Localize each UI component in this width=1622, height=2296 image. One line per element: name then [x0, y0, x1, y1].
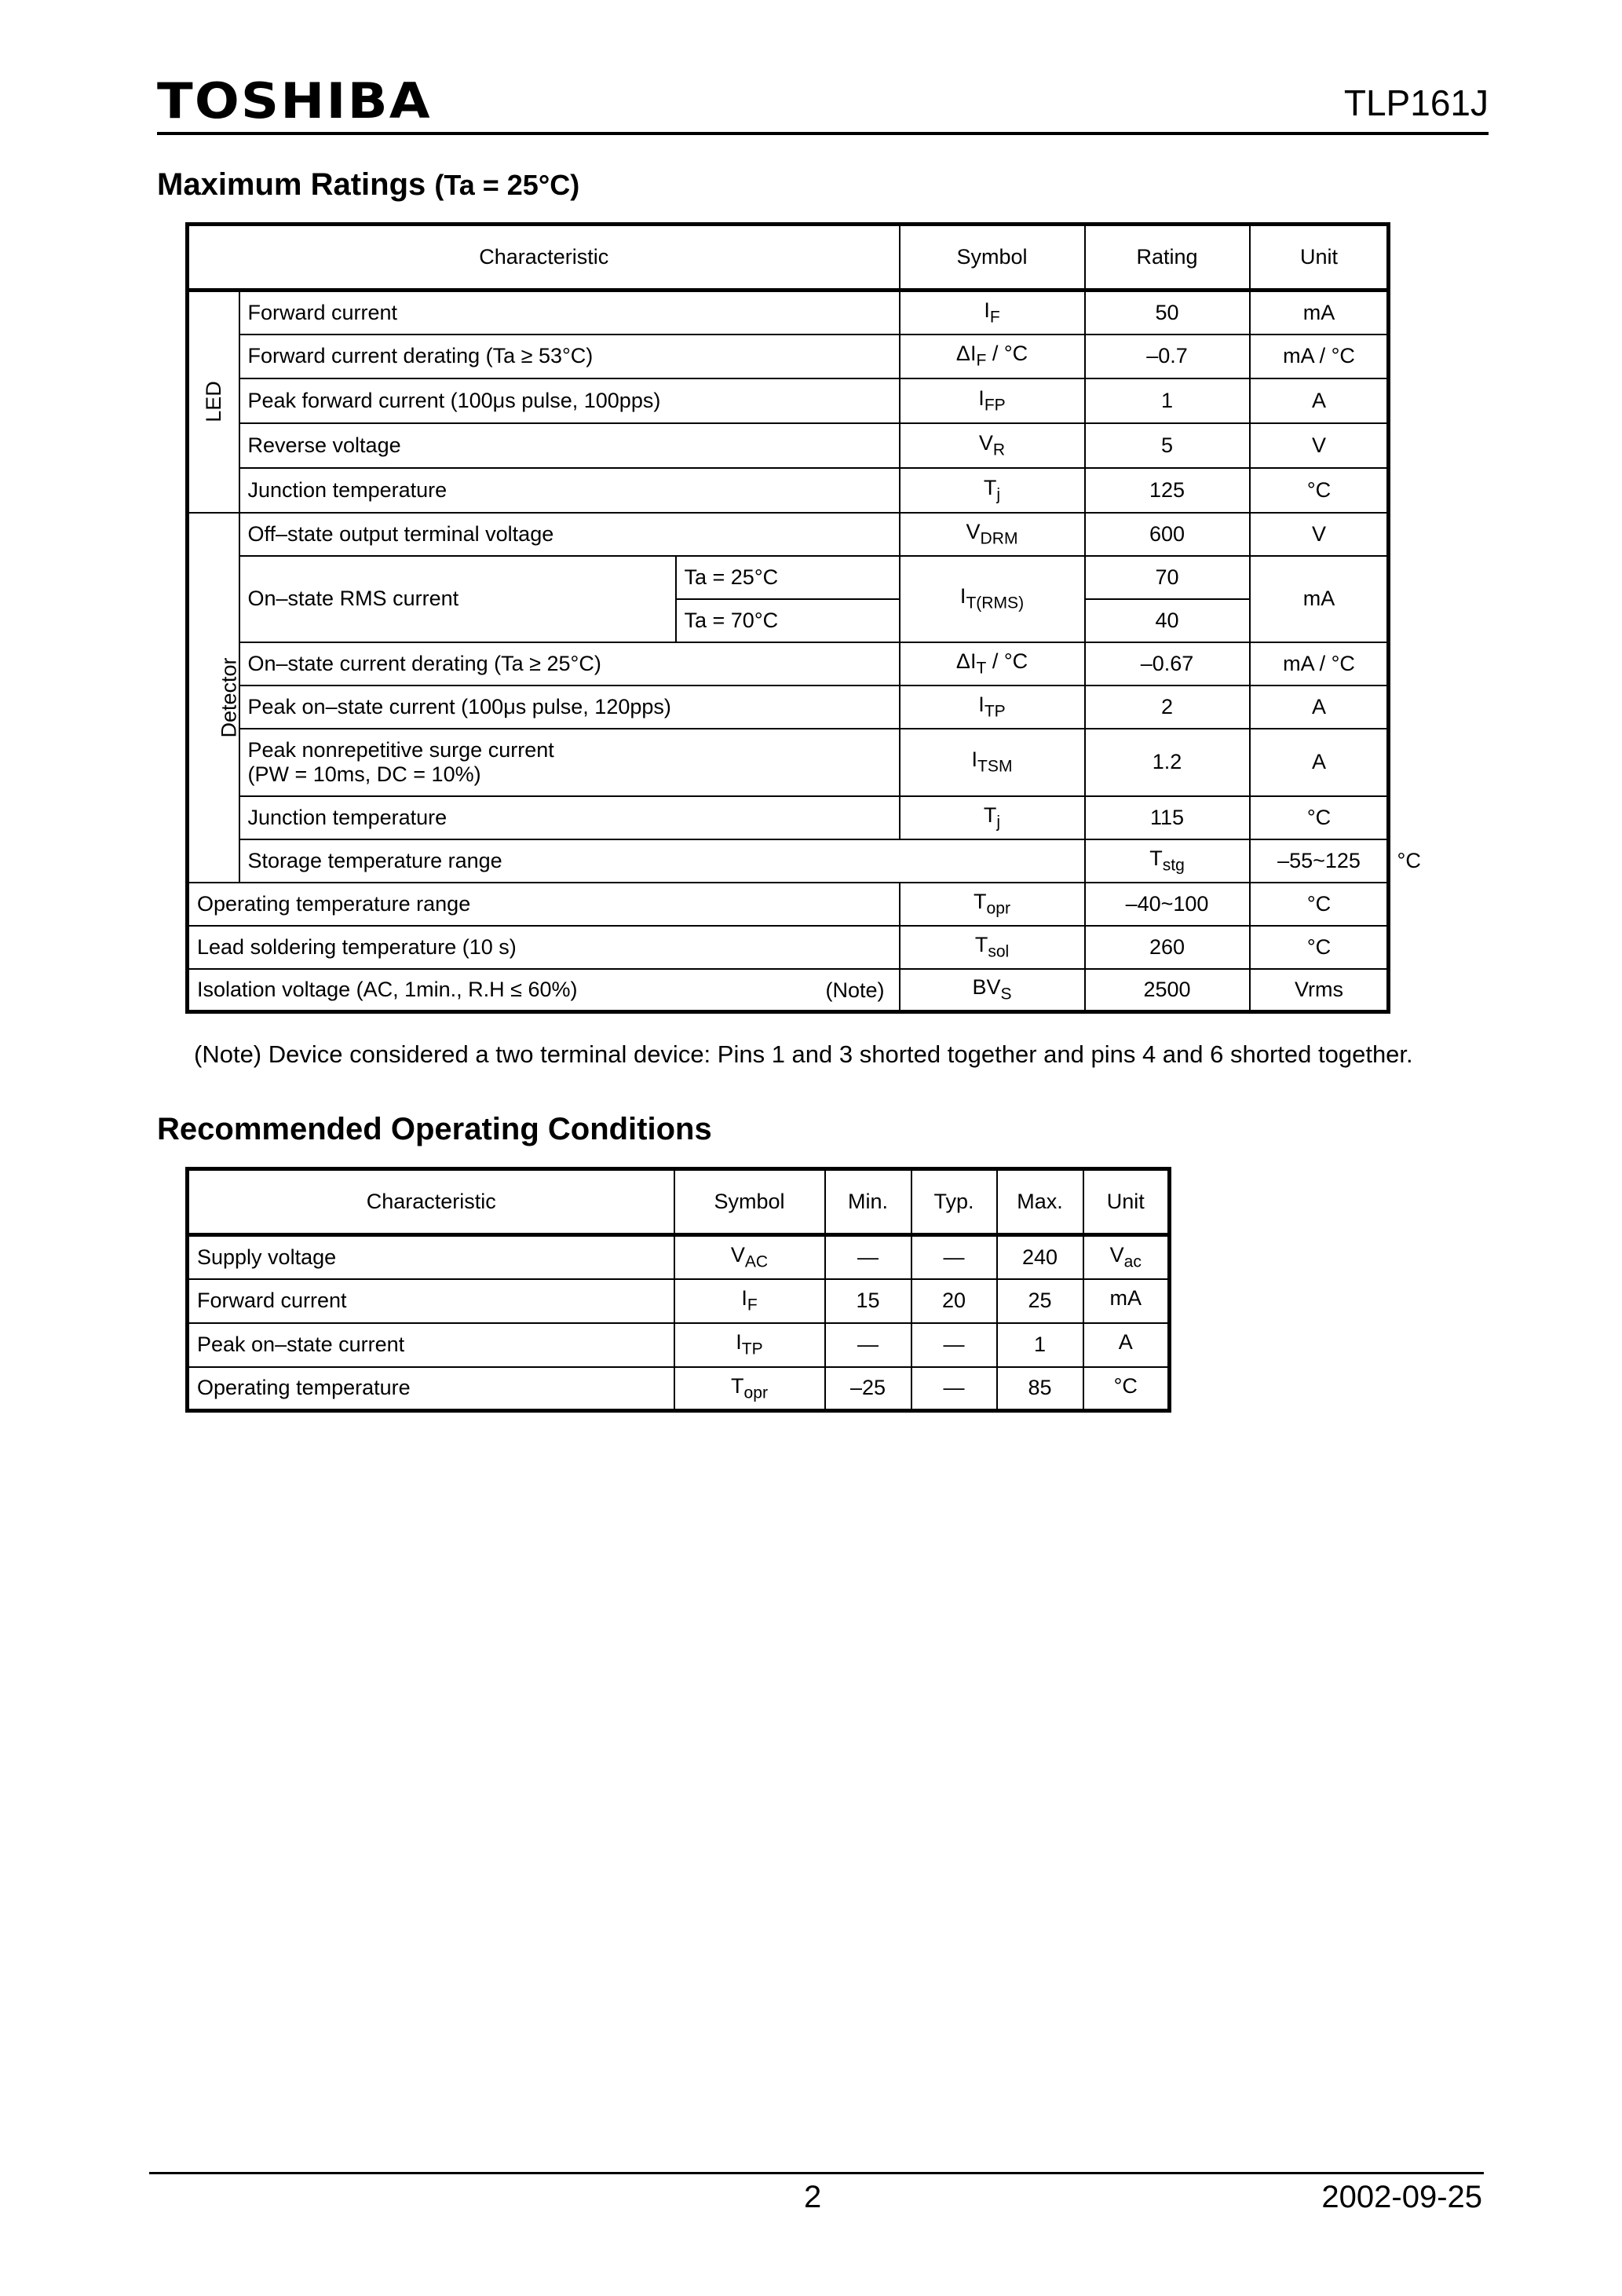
characteristic-cell: On–state current derating (Ta ≥ 25°C)	[239, 642, 900, 686]
rec-conditions-table	[185, 1167, 1171, 1413]
symbol-cell: $T_{stg}$	[1085, 839, 1250, 883]
max-ratings-table	[185, 222, 1421, 1014]
characteristic-cell: Forward current	[239, 291, 900, 335]
unit-cell: A	[1250, 686, 1389, 729]
table-row	[188, 969, 1389, 1012]
typ-cell: 20	[911, 1279, 997, 1323]
surge-line-1: Peak nonrepetitive surge current	[247, 737, 554, 762]
typ-cell: —	[911, 1235, 997, 1279]
unit-cell: $V_{ac}$	[1083, 1235, 1170, 1279]
unit-cell: A	[1250, 378, 1389, 423]
characteristic-cell: Lead soldering temperature (10 s)	[188, 926, 900, 969]
col-min: Min.	[825, 1169, 911, 1235]
characteristic-cell: Supply voltage	[188, 1235, 674, 1279]
characteristic-cell: Peak forward current (100μs pulse, 100pps)	[239, 378, 900, 423]
symbol-cell: $I_F$	[674, 1279, 825, 1323]
rating-cell: 125	[1085, 468, 1250, 513]
characteristic-cell: Operating temperature	[188, 1367, 674, 1411]
table-row	[188, 291, 1389, 335]
table-row	[188, 1367, 1170, 1411]
table-row	[188, 796, 1389, 839]
min-cell: —	[825, 1323, 911, 1367]
table-row	[188, 926, 1389, 969]
unit-cell: mA / °C	[1250, 642, 1389, 686]
rating-cell: 40	[1085, 599, 1250, 642]
condition-cell: Ta = 25°C	[676, 556, 900, 599]
rating-cell: 70	[1085, 556, 1250, 599]
part-number: TLP161J	[1343, 82, 1489, 123]
unit-cell: V	[1250, 513, 1389, 556]
col-unit: Unit	[1250, 225, 1389, 291]
unit-cell: °C	[1083, 1367, 1170, 1411]
table-row	[188, 883, 1389, 926]
characteristic-cell	[188, 969, 900, 1012]
max-ratings-heading: Maximum Ratings	[157, 167, 426, 202]
col-unit: Unit	[1083, 1169, 1170, 1235]
rating-cell: 115	[1085, 796, 1250, 839]
unit-cell: °C	[1250, 883, 1389, 926]
max-cell: 240	[997, 1235, 1083, 1279]
max-cell: 1	[997, 1323, 1083, 1367]
symbol-cell: $V_{AC}$	[674, 1235, 825, 1279]
rating-cell: 1	[1085, 378, 1250, 423]
symbol-cell: $I_{TP}$	[900, 686, 1085, 729]
table-row	[188, 1279, 1170, 1323]
symbol-cell: $\Delta I_F / ^\circ C$	[900, 335, 1085, 378]
symbol-cell: $T_{opr}$	[900, 883, 1085, 926]
characteristic-cell: Reverse voltage	[239, 423, 900, 468]
col-characteristic: Characteristic	[188, 1169, 674, 1235]
unit-cell: Vrms	[1250, 969, 1389, 1012]
characteristic-cell: Storage temperature range	[239, 839, 1085, 883]
detector-group-label: Detector	[188, 513, 239, 883]
unit-cell: °C	[1250, 468, 1389, 513]
table-row	[188, 423, 1389, 468]
table-row	[188, 729, 1389, 796]
rating-cell: –40~100	[1085, 883, 1250, 926]
unit-cell: mA	[1083, 1279, 1170, 1323]
max-cell: 25	[997, 1279, 1083, 1323]
unit-cell: mA / °C	[1250, 335, 1389, 378]
rating-cell: 5	[1085, 423, 1250, 468]
max-ratings-condition: (Ta = 25°C)	[434, 169, 580, 201]
table-row	[188, 335, 1389, 378]
table-row: Storage temperature range $T_{stg}$ –55~125 °C	[188, 839, 1389, 883]
table-header-row	[188, 1169, 1170, 1235]
unit-cell: mA	[1250, 556, 1389, 642]
rating-cell: 2	[1085, 686, 1250, 729]
rating-cell: 50	[1085, 291, 1250, 335]
unit-cell: °C	[1250, 926, 1389, 969]
table-row	[188, 686, 1389, 729]
min-cell: –25	[825, 1367, 911, 1411]
isolation-note-ref: (Note)	[825, 978, 885, 1002]
rating-cell: –55~125	[1250, 839, 1389, 883]
isolation-label: Isolation voltage (AC, 1min., R.H ≤ 60%)	[197, 977, 578, 1001]
table-row	[188, 642, 1389, 686]
characteristic-cell: On–state RMS current	[239, 556, 676, 642]
characteristic-cell: Peak on–state current	[188, 1323, 674, 1367]
rating-cell: 600	[1085, 513, 1250, 556]
symbol-cell: $T_{opr}$	[674, 1367, 825, 1411]
symbol-cell: $T_j$	[900, 796, 1085, 839]
symbol-cell: $T_j$	[900, 468, 1085, 513]
characteristic-cell: Peak on–state current (100μs pulse, 120pps)	[239, 686, 900, 729]
characteristic-cell: Forward current	[188, 1279, 674, 1323]
characteristic-cell	[239, 729, 900, 796]
surge-line-2: (PW = 10ms, DC = 10%)	[247, 762, 481, 786]
unit-cell: mA	[1250, 291, 1389, 335]
col-characteristic: Characteristic	[188, 225, 900, 291]
unit-cell: V	[1250, 423, 1389, 468]
unit-cell: A	[1250, 729, 1389, 796]
col-rating: Rating	[1085, 225, 1250, 291]
footer-divider	[149, 2172, 1484, 2174]
symbol-cell: $V_R$	[900, 423, 1085, 468]
symbol-cell: $\Delta I_T / ^\circ C$	[900, 642, 1085, 686]
characteristic-cell: Junction temperature	[239, 796, 900, 839]
col-typ: Typ.	[911, 1169, 997, 1235]
rating-cell: 1.2	[1085, 729, 1250, 796]
symbol-cell: $BV_S$	[900, 969, 1085, 1012]
characteristic-cell: Forward current derating (Ta ≥ 53°C)	[239, 335, 900, 378]
col-symbol: Symbol	[900, 225, 1085, 291]
col-max: Max.	[997, 1169, 1083, 1235]
page-number: 2	[804, 2180, 822, 2214]
symbol-cell: $I_{FP}$	[900, 378, 1085, 423]
symbol-cell: $I_{TP}$	[674, 1323, 825, 1367]
symbol-cell: $V_{DRM}$	[900, 513, 1085, 556]
table-row	[188, 378, 1389, 423]
condition-cell: Ta = 70°C	[676, 599, 900, 642]
footnote: (Note) Device considered a two terminal device: Pins 1 and 3 shorted together and pins 4 and 6 shorted together.	[194, 1040, 1413, 1068]
symbol-cell: $T_{sol}$	[900, 926, 1085, 969]
typ-cell: —	[911, 1367, 997, 1411]
toshiba-logo: TOSHIBA	[157, 72, 432, 130]
characteristic-cell: Operating temperature range	[188, 883, 900, 926]
header-divider	[157, 132, 1489, 135]
unit-cell: °C	[1250, 796, 1389, 839]
characteristic-cell: Off–state output terminal voltage	[239, 513, 900, 556]
table-row	[188, 468, 1389, 513]
rec-conditions-title: Recommended Operating Conditions	[157, 1112, 712, 1146]
rating-cell: –0.67	[1085, 642, 1250, 686]
min-cell: 15	[825, 1279, 911, 1323]
symbol-cell: $I_{TSM}$	[900, 729, 1085, 796]
document-date: 2002-09-25	[1321, 2180, 1482, 2214]
min-cell: —	[825, 1235, 911, 1279]
symbol-cell: $I_{T(RMS)}$	[900, 556, 1085, 642]
table-row	[188, 1235, 1170, 1279]
characteristic-cell: Junction temperature	[239, 468, 900, 513]
symbol-cell: $I_F$	[900, 291, 1085, 335]
table-row	[188, 1323, 1170, 1367]
max-ratings-title	[157, 169, 579, 200]
rating-cell: –0.7	[1085, 335, 1250, 378]
table-row	[188, 556, 1389, 599]
rating-cell: 2500	[1085, 969, 1250, 1012]
led-group-label: LED	[188, 291, 239, 513]
col-symbol: Symbol	[674, 1169, 825, 1235]
typ-cell: —	[911, 1323, 997, 1367]
table-row	[188, 513, 1389, 556]
table-header-row	[188, 225, 1389, 291]
max-cell: 85	[997, 1367, 1083, 1411]
unit-cell: A	[1083, 1323, 1170, 1367]
rating-cell: 260	[1085, 926, 1250, 969]
